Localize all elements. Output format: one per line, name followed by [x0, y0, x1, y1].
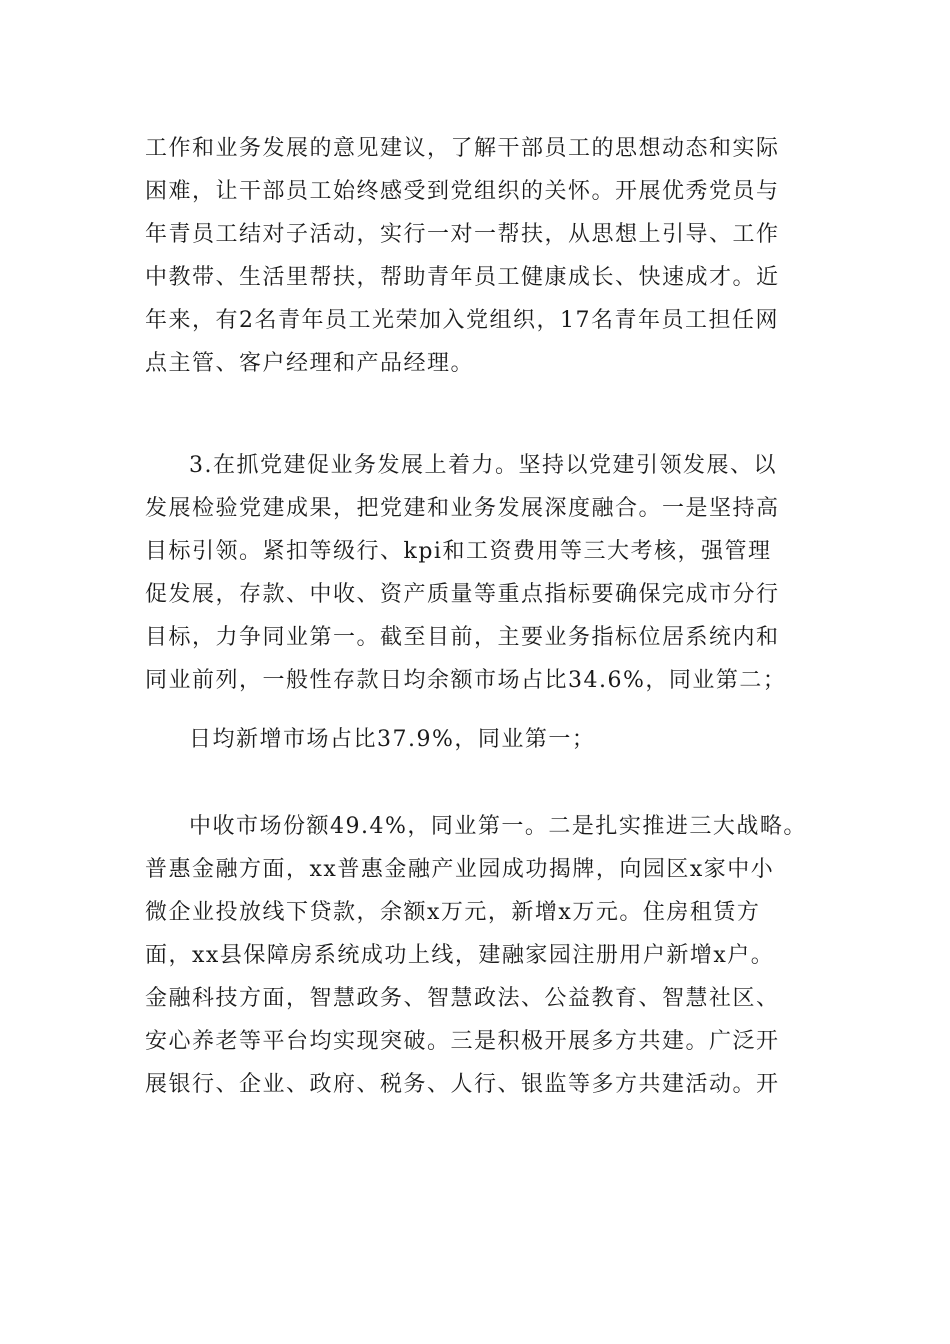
text-line: 目标引领。紧扣等级行、kpi和工资费用等三大考核，强管理	[145, 539, 772, 564]
text-line: 点主管、客户经理和产品经理。	[145, 351, 475, 376]
text-line: 中收市场份额49.4%，同业第一。二是扎实推进三大战略。	[189, 814, 807, 839]
text-line: 中教带、生活里帮扶，帮助青年员工健康成长、快速成才。近	[145, 265, 780, 290]
text-line: 3.在抓党建促业务发展上着力。坚持以党建引领发展、以	[189, 453, 777, 478]
text-line: 安心养老等平台均实现突破。三是积极开展多方共建。广泛开	[145, 1029, 780, 1054]
text-line: 日均新增市场占比37.9%，同业第一；	[189, 727, 596, 752]
text-line: 发展检验党建成果，把党建和业务发展深度融合。一是坚持高	[145, 496, 780, 521]
text-line: 面，xx县保障房系统成功上线，建融家园注册用户新增x户。	[145, 943, 775, 968]
text-line: 同业前列，一般性存款日均余额市场占比34.6%，同业第二；	[145, 668, 787, 693]
text-line: 普惠金融方面，xx普惠金融产业园成功揭牌，向园区x家中小	[145, 857, 775, 882]
text-line: 促发展，存款、中收、资产质量等重点指标要确保完成市分行	[145, 582, 780, 607]
text-line: 困难，让干部员工始终感受到党组织的关怀。开展优秀党员与	[145, 179, 780, 204]
paragraph-2	[145, 444, 805, 702]
text-line: 金融科技方面，智慧政务、智慧政法、公益教育、智慧社区、	[145, 986, 780, 1011]
paragraph-1	[145, 127, 805, 385]
paragraph-4	[145, 805, 805, 1106]
text-line: 年来，有2名青年员工光荣加入党组织，17名青年员工担任网	[145, 308, 779, 333]
paragraph-3	[145, 718, 805, 761]
text-line: 年青员工结对子活动，实行一对一帮扶，从思想上引导、工作	[145, 222, 780, 247]
text-line: 展银行、企业、政府、税务、人行、银监等多方共建活动。开	[145, 1072, 780, 1097]
text-line: 微企业投放线下贷款，余额x万元，新增x万元。住房租赁方	[145, 900, 761, 925]
text-line: 工作和业务发展的意见建议，了解干部员工的思想动态和实际	[145, 136, 780, 161]
text-line: 目标，力争同业第一。截至目前，主要业务指标位居系统内和	[145, 625, 780, 650]
